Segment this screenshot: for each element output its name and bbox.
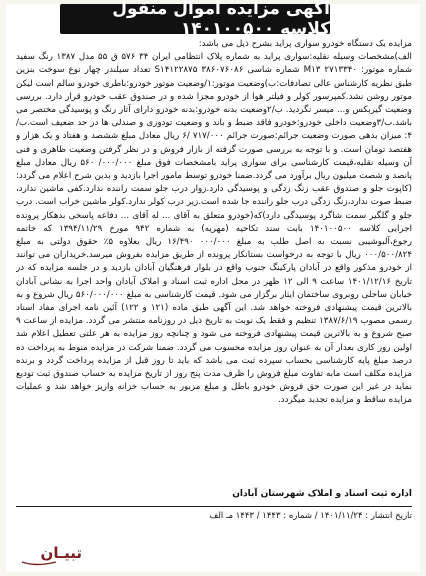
notice-sheet	[6, 0, 420, 572]
notice-body: مزایده یک دستگاه خودرو سواری پراید بشرح ذیل می باشد: الف)مشخصات وسیله نقلیه:سواری پراید به شماره پلاک انتظامی ایران ۳۴ ۵۷۶ ق ۵۵ مدل ۱۳۸۷ رنگ سفید شماره موتور: ۲۷۱۳۳۴۰ M۱۳ شماره شاسی ۳۸۶۰۷۶۰۸۶ S۱۴۱۲۲۸۷۵ تعداد سیلندر چهار نوع سوخت بنزین طبق نظریه کارشناس عالی تصادفات:ب)وضعیت موتور:۱/وضعیت موتور خودرو:باطری خودرو سالم است لیکن موتور روشن نشد.کمپرسور کولر و فیلتر هوا از خودرو مجزا شده و در صندوق عقب خودرو قرار دارد. بررسی وضعیت گیربکس و... میسر نگردید. ب/۲وضعیت بدنه خودرو:بدنه خودرو دارای آثار رنگ و پوسیدگی مختصر می باشد.ب/۳وضعیت داخلی خودرو:خودرو فاقد ضبط و باند و وضعیت تودوزی و صندلی ها در حد ضعیف است.ب/۴: میزان بدهی صورت وضعیت جرائم:صورت جرائم ۷۱۷/۰۰۰ /۶ ریال معادل مبلغ ششصد و هفتاد و یک هزار و هفتصد تومان است. و با توجه به بررسی صورت گرفته از بازار فروش و در نظر گرفتن وضعیت ظاهری و فنی آن وسیله نقلیه،قیمت کارشناسی برای سواری پراید بامشخصات فوق مبلغ ۰۰۰/۰۰۰/ ۵۶۰ ریال معادل مبلغ پانصد و شصت میلیون ریال برآورد می گردد.ضمنا خودرو توسط مامور اجرا بازدید و بدین شرح اعلام می گردد: (کاپوت جلو و صندوق عقب زنگ زدگی و پوسیدگی دارد.زوار درب جلو سمت راننده ندارد.کفی ماشین ندارد، ضبط صوت ندارد،زنگ زدگی درب جلو راننده جا شده است.زیر درب کولر ندارد.کولر ماشین خراب است. درب جلو و گلگیر سمت شاگرد پوسیدگی دارد)که(خودرو متعلق به آقای ... له آقای ... دفاعه پاسخی بدهکار پرونده اجرایی کلاسه ۱۴۰۱۰۰۵۰۰ بابت سند تکاحیه (مهریه) به شماره ۹۴۲ مورخ ۱۳۹۴/۱۱/۲۹ که خاتمه رجوع،آلبوشیبی نسبت به اصل طلب به مبلغ ۰۰۰/۰۰۰ ۱۶/۴۹۰ ریال بعلاوه ۵٪ حقوق دولتی به مبلغ ۰۰۰/۵۰۰/۸۲۴ ریال با توجه به درخواست بستانکار پرونده از طریق مزایده بفروش میرسد.خریداران می توانند از خودرو مذکور واقع در آبادان پارکینگ جنوب واقع در بلوار فرهنگیان آبادان بازدید و در جلسه مزایده که در تاریخ ۱۴۰۱/۱۲/۱۶ ساعت ۹ الی ۱۲ ظهر در محل اداره ثبت اسناد و املاک آبادان واحد اجرا به نشانی آبادان خیابان ساحلی روبروی ساختمان ایثار برگزار می شود. قیمت کارشناسی به مبلغ ۵۶۰/۰۰۰/۰۰۰ ریال شروع و به بالاترین قیمت پیشنهادی فروخته خواهد شد. این آگهی طبق ماده (۱۲۱ و ۱۲۲) آئین نامه اجرای مفاد اسناد رسمی مصوب ۱۳۸۷/۶/۱۹ تنظیم و فقط یک نوبت به تاریخ ذیل در روزنامه منتشر می گردد. مزایده از ساعت ۹ صبح شروع و به بالاترین قیمت پیشنهادی فروخته می شود و چنانچه روز مزایده به هر علتی تعطیل اعلام شد اولین روز کاری بعدار آن به عنوان روز مزایده محسوب می گردد. ضمنا شرکت در مزایده منوط به پرداخت ده درصد مبلغ پایه کارشناسی بحساب سپرده ثبت می باشد که باید تا روز قبل از مزایده پرداخت گردد و برنده مزایده مکلف است مابه تفاوت مبلغ فروش را ظرف مدت پنج روز از تاریخ مزایده به حساب صندوق ثبت تودیع نماید در غیر این صورت حق فروش خودرو باطل و مبلغ مزبور به حساب خزانه واریز خواهد شد و عملیات مزایده ساقط و مزایده تجدید میگردد.	[16, 39, 412, 406]
issuer-name: اداره ثبت اسناد و املاک شهرستان آبادان	[232, 489, 412, 499]
newspaper-logo	[16, 538, 86, 568]
divider	[16, 506, 412, 507]
newspaper-logo-text: تبیـان	[40, 544, 82, 562]
notice-title: آگهی مزایده اموال منقول کلاسه ۱۴۰۱۰۰۵۰۰	[60, 4, 330, 34]
logo-swash-icon	[22, 562, 56, 565]
publication-date: تاریخ انتشار : ۱۴۰۱/۱۱/۲۴ / شماره : ۱۴۴۳ / ۱۴۴۳ مـ الف	[209, 511, 412, 521]
